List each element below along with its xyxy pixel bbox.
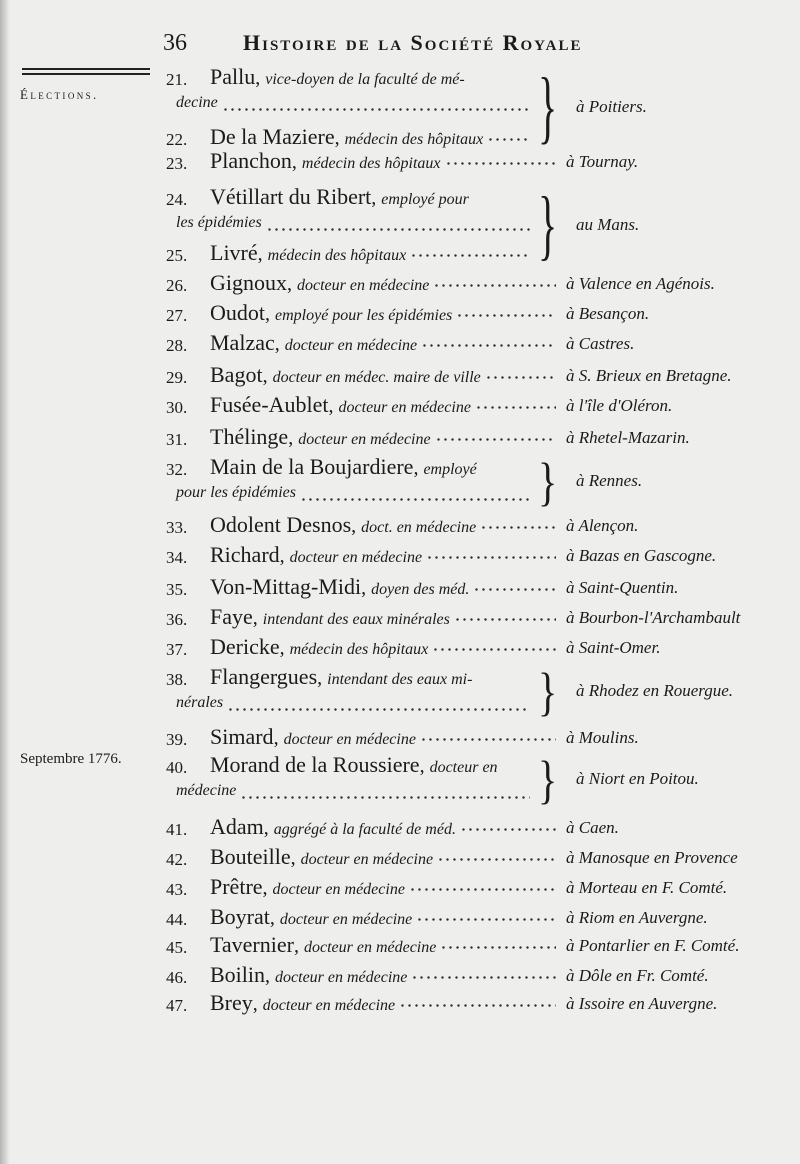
entry-number: 39. — [166, 730, 188, 749]
leader-dots — [222, 108, 530, 111]
bracket-brace: } — [538, 59, 558, 153]
leader-dots — [266, 228, 530, 231]
entry-description: docteur en médecine — [297, 277, 430, 294]
entry-description: aggrégé à la faculté de méd. — [273, 821, 456, 838]
bracket-brace: } — [538, 662, 558, 722]
entry-line — [210, 604, 450, 630]
entry-line — [210, 814, 456, 840]
entry-place: à Tournay. — [566, 152, 639, 171]
list-item — [0, 904, 800, 934]
entry-line — [210, 330, 417, 356]
entry-name: Planchon — [210, 148, 292, 173]
entry-place: à l'île d'Oléron. — [566, 396, 673, 415]
entry-description: docteur en médecine — [284, 337, 418, 354]
entry-name: Main de la Boujardiere — [210, 454, 414, 479]
list-item — [0, 574, 800, 604]
entry-line — [210, 300, 452, 326]
entry-number: 32. — [166, 460, 188, 479]
entry-separator: , — [265, 303, 275, 325]
entry-description: docteur en médecine — [272, 881, 405, 898]
entry-number: 26. — [166, 276, 188, 295]
entry-place: à Saint-Omer. — [566, 638, 661, 657]
entry-name: De la Maziere — [210, 124, 335, 149]
entry-description: employé pour — [381, 191, 469, 208]
entry-place: à S. Brieux en Bretagne. — [566, 366, 732, 385]
list-item — [0, 962, 800, 992]
leader-dots — [426, 556, 556, 559]
leader-dots — [475, 406, 556, 409]
entry-number: 37. — [166, 640, 188, 659]
list-item — [0, 752, 800, 799]
entry-name: Bagot — [210, 362, 263, 387]
entry-separator: , — [257, 243, 268, 265]
entry-name: Gignoux — [210, 270, 287, 295]
list-item — [0, 844, 800, 874]
entry-number: 22. — [166, 130, 188, 149]
entry-line — [210, 184, 469, 210]
entry-name: Faye — [210, 604, 253, 629]
margin-date-note: Septembre 1776. — [20, 751, 122, 767]
entry-place: à Morteau en F. Comté. — [566, 878, 728, 897]
leader-dots — [411, 976, 556, 979]
entry-number: 28. — [166, 336, 188, 355]
entry-name: Dericke — [210, 634, 280, 659]
entry-name: Adam — [210, 814, 264, 839]
entry-number: 41. — [166, 820, 188, 839]
running-head: Histoire de la Société Royale — [243, 30, 583, 55]
entry-name: Brey — [210, 990, 253, 1015]
entry-separator: , — [371, 187, 382, 209]
entry-name: Vétillart du Ribert — [210, 184, 372, 209]
entry-description: docteur en médecine — [303, 939, 437, 956]
entry-description-continued: les épidémies — [176, 214, 262, 231]
entry-line — [210, 962, 407, 988]
entry-name: Morand de la Roussiere — [210, 752, 420, 777]
entry-line — [210, 424, 431, 450]
entry-line — [210, 124, 483, 150]
entry-line — [210, 904, 412, 930]
entry-line — [210, 148, 441, 174]
entry-number: 30. — [166, 398, 188, 417]
list-item — [0, 300, 800, 330]
entry-description-continued: médecine — [176, 782, 237, 799]
entry-place: à Niort en Poitou. — [576, 769, 699, 788]
entry-number: 46. — [166, 968, 188, 987]
entry-separator: , — [334, 127, 345, 149]
leader-dots — [410, 254, 530, 257]
entry-number: 29. — [166, 368, 188, 387]
entry-line — [210, 932, 436, 958]
list-item — [0, 148, 800, 178]
list-item — [0, 270, 800, 300]
entry-number: 45. — [166, 938, 188, 957]
entry-separator: , — [413, 457, 424, 479]
entry-place: à Valence en Agénois. — [566, 274, 715, 293]
list-item — [0, 604, 800, 634]
page-number: 36 — [163, 30, 187, 56]
entry-separator: , — [287, 273, 297, 295]
entry-separator: , — [317, 667, 328, 689]
entry-description: docteur en médecine — [275, 969, 408, 986]
entry-name: Simard — [210, 724, 274, 749]
entry-number: 38. — [166, 670, 188, 689]
entry-place: à Rhodez en Rouergue. — [576, 681, 734, 700]
entry-place: à Moulins. — [566, 728, 639, 747]
entry-place: à Issoire en Auvergne. — [566, 994, 718, 1013]
list-item — [0, 424, 800, 454]
entry-description: docteur en médecine — [283, 731, 416, 748]
entry-description: médecin des hôpitaux — [267, 247, 407, 264]
entry-number: 23. — [166, 154, 188, 173]
list-item — [0, 362, 800, 392]
entry-name: Von-Mittag-Midi — [210, 574, 362, 599]
entry-separator: , — [351, 515, 362, 537]
entry-description: docteur en médecine — [279, 911, 413, 928]
list-item — [0, 874, 800, 904]
entry-name: Oudot — [210, 300, 265, 325]
entry-description: docteur en — [429, 759, 498, 776]
entry-name: Fusée-Aublet — [210, 392, 329, 417]
entry-place: à Rennes. — [576, 471, 643, 490]
list-item — [0, 512, 800, 542]
leader-dots — [473, 588, 556, 591]
entry-description: docteur en médec. maire de ville — [272, 369, 481, 386]
entry-description: médecin des hôpitaux — [289, 641, 429, 658]
entry-name: Flangergues — [210, 664, 318, 689]
entry-separator: , — [274, 333, 285, 355]
page-header — [0, 30, 800, 60]
entry-place: à Rhetel-Mazarin. — [566, 428, 690, 447]
entry-number: 34. — [166, 548, 188, 567]
entry-name: Livré — [210, 240, 258, 265]
leader-dots — [420, 738, 556, 741]
entry-description: intendant des eaux minérales — [262, 611, 450, 628]
entry-place: à Castres. — [566, 334, 635, 353]
leader-dots — [433, 284, 556, 287]
list-item — [0, 932, 800, 962]
entry-separator: , — [255, 67, 266, 89]
list-item — [0, 454, 800, 501]
entry-description: médecin des hôpitaux — [301, 155, 441, 172]
entry-line — [210, 64, 465, 90]
entry-separator: , — [252, 607, 263, 629]
entry-separator: , — [293, 935, 304, 957]
entry-description: docteur en médecine — [338, 399, 471, 416]
entry-line — [210, 512, 476, 538]
entry-number: 42. — [166, 850, 188, 869]
entry-name: Tavernier — [210, 932, 294, 957]
entry-name: Prêtre — [210, 874, 263, 899]
entry-separator: , — [262, 877, 273, 899]
entry-name: Odolent Desnos — [210, 512, 352, 537]
entry-description: docteur en médecine — [262, 997, 396, 1014]
list-item — [0, 664, 800, 711]
entry-description: doct. en médecine — [361, 519, 477, 536]
list-item — [0, 184, 800, 234]
entry-separator: , — [262, 365, 273, 387]
list-item — [0, 330, 800, 360]
entry-separator: , — [279, 637, 290, 659]
entry-separator: , — [291, 151, 302, 173]
leader-dots — [440, 946, 556, 949]
entry-place: au Mans. — [576, 215, 640, 234]
entry-number: 24. — [166, 190, 188, 209]
leader-dots — [485, 376, 556, 379]
entry-separator: , — [265, 965, 276, 987]
entry-number: 25. — [166, 246, 188, 265]
entry-line — [210, 844, 433, 870]
leader-dots — [432, 648, 556, 651]
entry-place: à Manosque en Provence — [566, 848, 738, 867]
entry-place: à Riom en Auvergne. — [566, 908, 708, 927]
entry-description: intendant des eaux mi- — [327, 671, 473, 688]
entry-name: Richard — [210, 542, 280, 567]
entry-place: à Caen. — [566, 818, 619, 837]
entry-place: à Bazas en Gascogne. — [566, 546, 717, 565]
leader-dots — [435, 438, 556, 441]
entry-place: à Poitiers. — [576, 97, 647, 116]
entry-number: 35. — [166, 580, 188, 599]
entry-description: docteur en médecine — [300, 851, 434, 868]
entry-separator: , — [288, 427, 299, 449]
entry-place: à Dôle en Fr. Comté. — [566, 966, 709, 985]
entry-name: Boilin — [210, 962, 266, 987]
leader-dots — [456, 314, 556, 317]
entry-description-continued: nérales — [176, 694, 224, 711]
bracket-brace: } — [538, 180, 558, 268]
leader-dots — [445, 162, 556, 165]
entry-line — [210, 542, 422, 568]
list-item — [0, 392, 800, 422]
entry-separator: , — [328, 395, 339, 417]
entry-separator: , — [361, 577, 372, 599]
entry-number: 31. — [166, 430, 188, 449]
entry-description: docteur en médecine — [289, 549, 423, 566]
entry-number: 36. — [166, 610, 188, 629]
entry-number: 43. — [166, 880, 188, 899]
list-item — [0, 542, 800, 572]
margin-section-label: Élections. — [20, 87, 99, 102]
leader-dots — [454, 618, 556, 621]
entry-line — [210, 752, 498, 778]
entry-name: Malzac — [210, 330, 275, 355]
entry-number: 21. — [166, 70, 188, 89]
leader-dots — [480, 526, 556, 529]
entry-separator: , — [290, 847, 301, 869]
entry-description: vice-doyen de la faculté de mé- — [265, 71, 465, 88]
entry-separator: , — [419, 755, 430, 777]
entry-line — [210, 454, 477, 480]
list-item — [0, 814, 800, 844]
leader-dots — [460, 828, 556, 831]
bracket-brace: } — [538, 452, 558, 512]
entry-place: à Saint-Quentin. — [566, 578, 679, 597]
entry-number: 44. — [166, 910, 188, 929]
entry-line — [210, 664, 472, 690]
leader-dots — [240, 796, 530, 799]
list-item — [0, 990, 800, 1020]
entry-separator: , — [263, 817, 274, 839]
leader-dots — [409, 888, 556, 891]
list-item — [0, 724, 800, 754]
entry-name: Pallu — [210, 64, 256, 89]
leader-dots — [399, 1004, 556, 1007]
bracket-brace: } — [538, 750, 558, 810]
entry-place: à Besançon. — [566, 304, 650, 323]
entry-line — [210, 392, 471, 418]
entry-description: docteur en médecine — [298, 431, 431, 448]
entry-place: à Pontarlier en F. Comté. — [566, 936, 740, 955]
entry-description: employé — [423, 461, 477, 478]
entry-number: 33. — [166, 518, 188, 537]
list-item — [0, 240, 800, 270]
entry-separator: , — [269, 907, 280, 929]
entry-separator: , — [252, 993, 263, 1015]
entry-line — [210, 362, 481, 388]
entry-name: Thélinge — [210, 424, 289, 449]
leader-dots — [437, 858, 556, 861]
leader-dots — [421, 344, 556, 347]
entry-separator: , — [273, 727, 284, 749]
leader-dots — [487, 138, 530, 141]
entry-description-continued: pour les épidémies — [176, 484, 296, 501]
entry-place: à Bourbon-l'Archambault — [566, 608, 741, 627]
entry-description: médecin des hôpitaux — [344, 131, 484, 148]
entry-line — [210, 724, 416, 750]
entry-separator: , — [279, 545, 290, 567]
list-item — [0, 634, 800, 664]
entry-place: à Alençon. — [566, 516, 639, 535]
entry-name: Bouteille — [210, 844, 291, 869]
entry-line — [210, 634, 428, 660]
entry-description: employé pour les épidémies — [275, 307, 453, 324]
entry-description-continued: decine — [176, 94, 218, 111]
entry-name: Boyrat — [210, 904, 270, 929]
leader-dots — [300, 498, 530, 501]
entry-number: 40. — [166, 758, 188, 777]
entry-description: doyen des méd. — [371, 581, 470, 598]
entry-line — [210, 240, 406, 266]
entry-line — [210, 270, 429, 296]
leader-dots — [227, 708, 530, 711]
entry-number: 47. — [166, 996, 188, 1015]
entry-line — [210, 990, 395, 1016]
entry-number: 27. — [166, 306, 188, 325]
entry-line — [210, 574, 469, 600]
entry-line — [210, 874, 405, 900]
leader-dots — [416, 918, 556, 921]
